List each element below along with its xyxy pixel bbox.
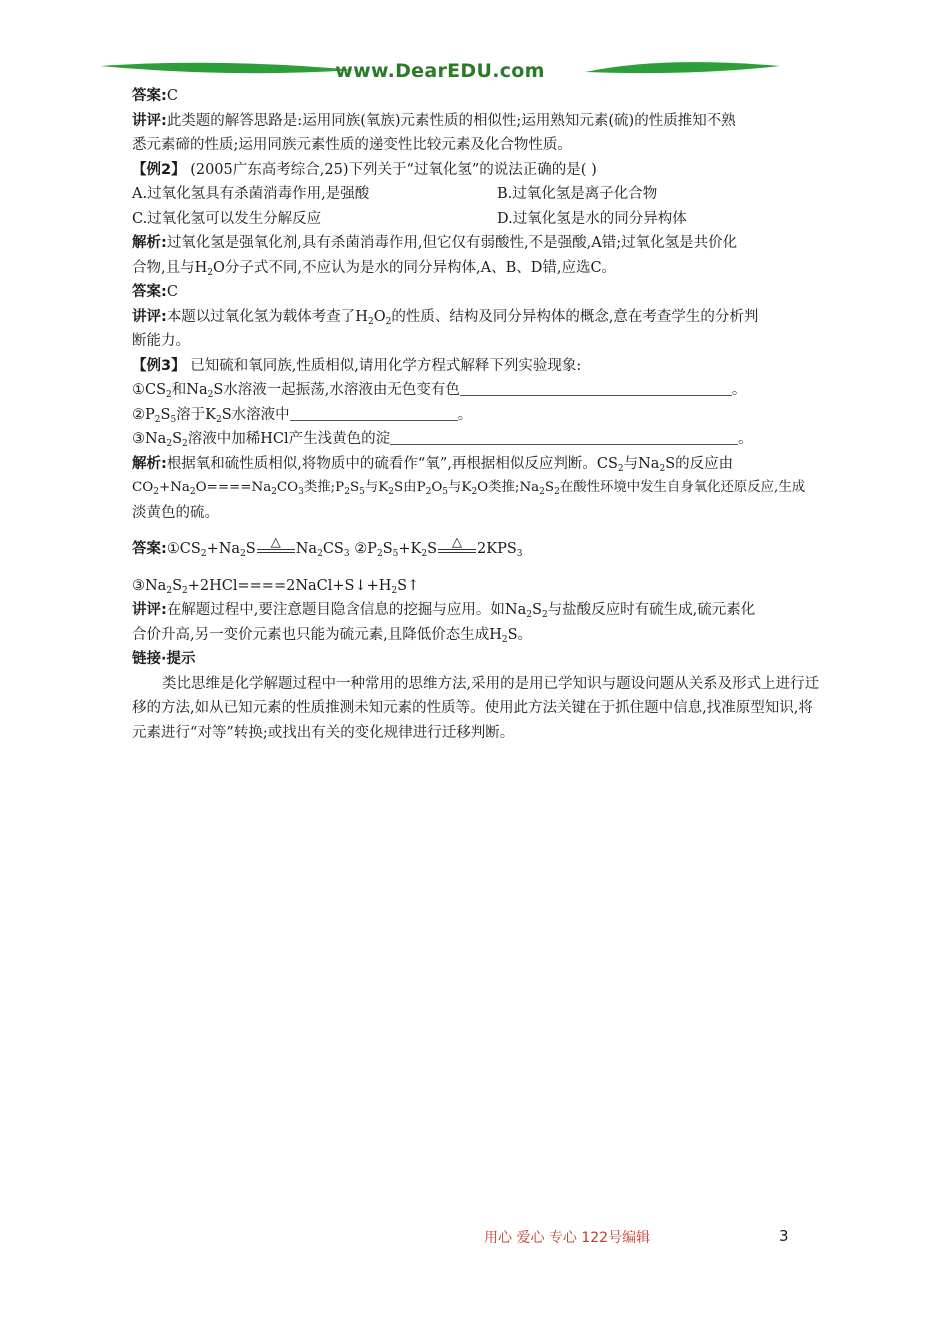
example-3-item-1: $①CS_2$和$Na_2S$水溶液一起振荡,水溶液由无色变有色 。 xyxy=(132,378,822,403)
comment-1-cont: 悉元素碲的性质;运用同族元素性质的递变性比较元素及化合物性质。 xyxy=(132,137,572,153)
option-b: B.过氧化氢是离子化合物 xyxy=(497,186,658,202)
answer-blank[interactable] xyxy=(460,379,732,396)
example-2-options-ab xyxy=(132,182,822,207)
comment-3: 讲评:在解题过程中,要注意题目隐含信息的挖掘与应用。如$Na_2S_2$与盐酸反应时有硫生成,硫元素化 xyxy=(132,602,756,620)
answer-3-eq3: $③Na_2S_2+2HCl====2NaCl+S↓+H_2S↑$ xyxy=(132,577,420,596)
option-c: C.过氧化氢可以发生分解反应 xyxy=(132,210,322,227)
answer-blank[interactable] xyxy=(290,404,458,421)
comment-2-cont: 断能力。 xyxy=(132,333,190,349)
analysis-2-cont: 合物,且与$H_2O$分子式不同,不应认为是水的同分异构体,A、B、D错,应选C。 xyxy=(132,259,617,278)
option-a: A.过氧化氢具有杀菌消毒作用,是强酸 xyxy=(132,186,370,202)
link-hint-heading: 链接·提示 xyxy=(132,651,196,667)
comment-2: 讲评:本题以过氧化氢为载体考查了$H_2O_2$的性质、结构及同分异构体的概念,意在考查学生的分析判 xyxy=(132,308,759,327)
answer-blank[interactable] xyxy=(390,428,738,445)
comment-3-cont: 合价升高,另一变价元素也只能为硫元素,且降低价态生成$H_2S$。 xyxy=(132,626,533,645)
heat-triangle-icon: △ xyxy=(270,535,281,550)
example-2-options-cd xyxy=(132,207,822,232)
site-logo[interactable]: www.DearEDU.com xyxy=(335,60,545,82)
comment-1: 讲评:此类题的解答思路是:运用同族(氧族)元素性质的相似性;运用熟知元素(硫)的性质推知不熟 xyxy=(132,112,736,129)
heat-triangle-icon: △ xyxy=(452,535,463,550)
analysis-3-end: 淡黄色的硫。 xyxy=(132,504,219,521)
footer-text: 用心 爱心 专心 122号编辑 xyxy=(484,1230,651,1246)
example-3-item-3: $③Na_2S_2$溶液中加稀HCl产生浅黄色的淀 。 xyxy=(132,427,822,452)
analysis-3: 解析:根据氧和硫性质相似,将物质中的硫看作“氧”,再根据相似反应判断。$CS_2$与$Na_2S$的反应由 xyxy=(132,455,734,474)
example-3-question: 【例3】 已知硫和氧同族,性质相似,请用化学方程式解释下列实验现象: xyxy=(132,357,582,374)
link-hint-paragraph: 类比思维是化学解题过程中一种常用的思维方法,采用的是用已学知识与题设问题从关系及形式上进行迁移的方法,如从已知元素的性质推测未知元素的性质等。使用此方法关键在于抓住题中信息,找准原型知识,将元素进行“对等”转换;或找出有关的变化规律进行迁移判断。 xyxy=(132,675,820,741)
option-d: D.过氧化氢是水的同分异构体 xyxy=(497,210,687,227)
document-body xyxy=(132,84,822,745)
answer-2: 答案:C xyxy=(132,284,178,300)
example-2-question: 【例2】 (2005广东高考综合,25)下列关于“过氧化氢”的说法正确的是( ) xyxy=(132,161,597,178)
answer-3: 答案$:①CS_2+Na_2S$ △ $Na_2CS_3$ $②P_2S_5+K_2S$ △ $2KPS_3$ xyxy=(132,537,822,562)
page-number: 3 xyxy=(779,1227,789,1245)
heating-condition xyxy=(257,535,295,555)
analysis-3-cont: $CO_2+Na_2O====Na_2CO_3$类推$;P_2S_5$与$K_2S$由$P_2O_5$与$K_2O$类推$;Na_2S_2$在酸性环境中发生自身氧化还原反应,生成 xyxy=(132,480,806,497)
heating-condition xyxy=(438,535,476,555)
example-3-item-2: $②P_2S_5$溶于$K_2S$水溶液中 。 xyxy=(132,403,822,428)
analysis-2: 解析:过氧化氢是强氧化剂,具有杀菌消毒作用,但它仅有弱酸性,不是强酸,A错;过氧化氢是共价化 xyxy=(132,235,738,251)
answer-1: 答案:C xyxy=(132,88,178,104)
